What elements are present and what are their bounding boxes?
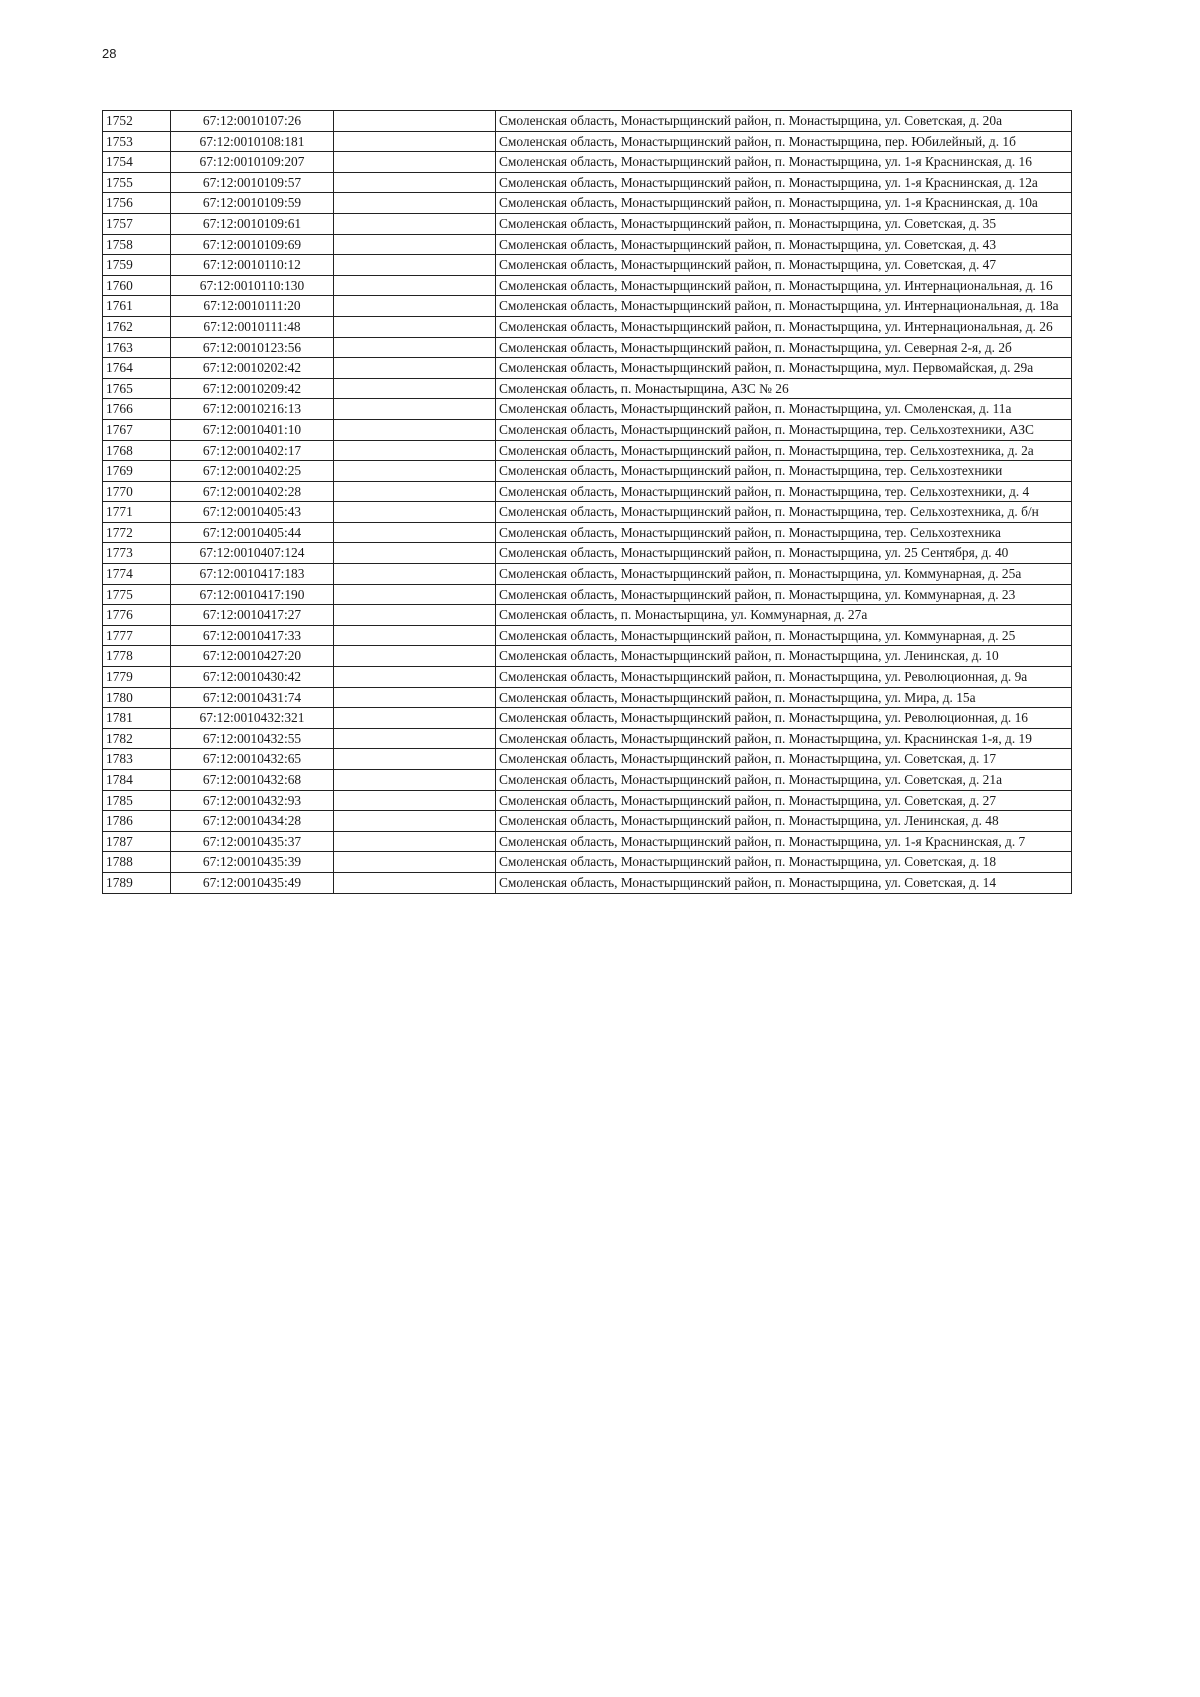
row-number-cell: 1752 bbox=[103, 111, 171, 132]
row-number-cell: 1784 bbox=[103, 770, 171, 791]
row-number-cell: 1754 bbox=[103, 152, 171, 173]
address-cell: Смоленская область, Монастырщинский район, п. Монастырщина, ул. Краснинская 1-я, д. 19 bbox=[496, 728, 1072, 749]
table-row bbox=[103, 461, 1072, 482]
row-number-cell: 1770 bbox=[103, 481, 171, 502]
table-row bbox=[103, 728, 1072, 749]
cadastral-number-cell: 67:12:0010108:181 bbox=[171, 131, 334, 152]
empty-cell bbox=[334, 419, 496, 440]
address-cell: Смоленская область, Монастырщинский район, п. Монастырщина, мул. Первомайская, д. 29а bbox=[496, 358, 1072, 379]
cadastral-number-cell: 67:12:0010435:39 bbox=[171, 852, 334, 873]
empty-cell bbox=[334, 749, 496, 770]
table-row bbox=[103, 419, 1072, 440]
cadastral-number-cell: 67:12:0010401:10 bbox=[171, 419, 334, 440]
address-cell: Смоленская область, Монастырщинский район, п. Монастырщина, ул. Интернациональная, д. 16 bbox=[496, 275, 1072, 296]
cadastral-number-cell: 67:12:0010407:124 bbox=[171, 543, 334, 564]
address-cell: Смоленская область, Монастырщинский район, п. Монастырщина, ул. Ленинская, д. 10 bbox=[496, 646, 1072, 667]
address-cell: Смоленская область, Монастырщинский район, п. Монастырщина, ул. Коммунарная, д. 25а bbox=[496, 564, 1072, 585]
empty-cell bbox=[334, 728, 496, 749]
cadastral-number-cell: 67:12:0010111:48 bbox=[171, 316, 334, 337]
cadastral-number-cell: 67:12:0010427:20 bbox=[171, 646, 334, 667]
table-row bbox=[103, 111, 1072, 132]
empty-cell bbox=[334, 708, 496, 729]
property-registry-table bbox=[102, 110, 1072, 894]
address-cell: Смоленская область, Монастырщинский район, п. Монастырщина, пер. Юбилейный, д. 1б bbox=[496, 131, 1072, 152]
empty-cell bbox=[334, 172, 496, 193]
address-cell: Смоленская область, Монастырщинский район, п. Монастырщина, ул. Ленинская, д. 48 bbox=[496, 811, 1072, 832]
empty-cell bbox=[334, 872, 496, 893]
table-row bbox=[103, 667, 1072, 688]
page-number: 28 bbox=[102, 46, 117, 61]
row-number-cell: 1769 bbox=[103, 461, 171, 482]
address-cell: Смоленская область, Монастырщинский район, п. Монастырщина, ул. Интернациональная, д. 26 bbox=[496, 316, 1072, 337]
table-row bbox=[103, 502, 1072, 523]
empty-cell bbox=[334, 378, 496, 399]
table-row bbox=[103, 399, 1072, 420]
empty-cell bbox=[334, 625, 496, 646]
address-cell: Смоленская область, Монастырщинский район, п. Монастырщина, ул. Советская, д. 21а bbox=[496, 770, 1072, 791]
address-cell: Смоленская область, Монастырщинский район, п. Монастырщина, ул. Коммунарная, д. 23 bbox=[496, 584, 1072, 605]
row-number-cell: 1775 bbox=[103, 584, 171, 605]
empty-cell bbox=[334, 584, 496, 605]
empty-cell bbox=[334, 234, 496, 255]
cadastral-number-cell: 67:12:0010417:190 bbox=[171, 584, 334, 605]
empty-cell bbox=[334, 564, 496, 585]
table-row bbox=[103, 605, 1072, 626]
row-number-cell: 1772 bbox=[103, 522, 171, 543]
address-cell: Смоленская область, Монастырщинский район, п. Монастырщина, ул. Советская, д. 20а bbox=[496, 111, 1072, 132]
table-row bbox=[103, 811, 1072, 832]
address-cell: Смоленская область, Монастырщинский район, п. Монастырщина, ул. Революционная, д. 16 bbox=[496, 708, 1072, 729]
empty-cell bbox=[334, 111, 496, 132]
row-number-cell: 1777 bbox=[103, 625, 171, 646]
row-number-cell: 1789 bbox=[103, 872, 171, 893]
cadastral-number-cell: 67:12:0010417:27 bbox=[171, 605, 334, 626]
empty-cell bbox=[334, 399, 496, 420]
cadastral-number-cell: 67:12:0010402:17 bbox=[171, 440, 334, 461]
address-cell: Смоленская область, Монастырщинский район, п. Монастырщина, ул. 1-я Краснинская, д. 7 bbox=[496, 831, 1072, 852]
cadastral-number-cell: 67:12:0010432:65 bbox=[171, 749, 334, 770]
cadastral-number-cell: 67:12:0010107:26 bbox=[171, 111, 334, 132]
empty-cell bbox=[334, 605, 496, 626]
table-row bbox=[103, 337, 1072, 358]
table-row bbox=[103, 193, 1072, 214]
cadastral-number-cell: 67:12:0010209:42 bbox=[171, 378, 334, 399]
cadastral-number-cell: 67:12:0010216:13 bbox=[171, 399, 334, 420]
table-row bbox=[103, 378, 1072, 399]
empty-cell bbox=[334, 461, 496, 482]
address-cell: Смоленская область, Монастырщинский район, п. Монастырщина, тер. Сельхозтехника, д. 2а bbox=[496, 440, 1072, 461]
cadastral-number-cell: 67:12:0010431:74 bbox=[171, 687, 334, 708]
row-number-cell: 1767 bbox=[103, 419, 171, 440]
row-number-cell: 1774 bbox=[103, 564, 171, 585]
cadastral-number-cell: 67:12:0010434:28 bbox=[171, 811, 334, 832]
address-cell: Смоленская область, Монастырщинский район, п. Монастырщина, ул. Советская, д. 35 bbox=[496, 213, 1072, 234]
empty-cell bbox=[334, 296, 496, 317]
cadastral-number-cell: 67:12:0010432:321 bbox=[171, 708, 334, 729]
row-number-cell: 1765 bbox=[103, 378, 171, 399]
address-cell: Смоленская область, Монастырщинский район, п. Монастырщина, ул. Мира, д. 15а bbox=[496, 687, 1072, 708]
address-cell: Смоленская область, Монастырщинский район, п. Монастырщина, ул. Интернациональная, д. 18а bbox=[496, 296, 1072, 317]
row-number-cell: 1787 bbox=[103, 831, 171, 852]
table-row bbox=[103, 646, 1072, 667]
row-number-cell: 1786 bbox=[103, 811, 171, 832]
row-number-cell: 1768 bbox=[103, 440, 171, 461]
empty-cell bbox=[334, 152, 496, 173]
cadastral-number-cell: 67:12:0010435:37 bbox=[171, 831, 334, 852]
cadastral-number-cell: 67:12:0010111:20 bbox=[171, 296, 334, 317]
address-cell: Смоленская область, Монастырщинский район, п. Монастырщина, ул. Коммунарная, д. 25 bbox=[496, 625, 1072, 646]
table-row bbox=[103, 275, 1072, 296]
address-cell: Смоленская область, Монастырщинский район, п. Монастырщина, ул. Северная 2-я, д. 2б bbox=[496, 337, 1072, 358]
row-number-cell: 1788 bbox=[103, 852, 171, 873]
address-cell: Смоленская область, Монастырщинский район, п. Монастырщина, тер. Сельхозтехника, д. б/н bbox=[496, 502, 1072, 523]
empty-cell bbox=[334, 213, 496, 234]
row-number-cell: 1771 bbox=[103, 502, 171, 523]
empty-cell bbox=[334, 502, 496, 523]
empty-cell bbox=[334, 543, 496, 564]
cadastral-number-cell: 67:12:0010402:28 bbox=[171, 481, 334, 502]
row-number-cell: 1761 bbox=[103, 296, 171, 317]
address-cell: Смоленская область, Монастырщинский район, п. Монастырщина, ул. 25 Сентября, д. 40 bbox=[496, 543, 1072, 564]
row-number-cell: 1759 bbox=[103, 255, 171, 276]
cadastral-number-cell: 67:12:0010402:25 bbox=[171, 461, 334, 482]
address-cell: Смоленская область, Монастырщинский район, п. Монастырщина, тер. Сельхозтехника bbox=[496, 522, 1072, 543]
row-number-cell: 1757 bbox=[103, 213, 171, 234]
empty-cell bbox=[334, 358, 496, 379]
cadastral-number-cell: 67:12:0010417:183 bbox=[171, 564, 334, 585]
empty-cell bbox=[334, 852, 496, 873]
cadastral-number-cell: 67:12:0010109:69 bbox=[171, 234, 334, 255]
table-row bbox=[103, 749, 1072, 770]
row-number-cell: 1782 bbox=[103, 728, 171, 749]
cadastral-number-cell: 67:12:0010432:93 bbox=[171, 790, 334, 811]
row-number-cell: 1778 bbox=[103, 646, 171, 667]
table-row bbox=[103, 152, 1072, 173]
empty-cell bbox=[334, 646, 496, 667]
address-cell: Смоленская область, Монастырщинский район, п. Монастырщина, ул. Революционная, д. 9а bbox=[496, 667, 1072, 688]
row-number-cell: 1780 bbox=[103, 687, 171, 708]
table-row bbox=[103, 296, 1072, 317]
table-row bbox=[103, 316, 1072, 337]
table-row bbox=[103, 131, 1072, 152]
table-row bbox=[103, 358, 1072, 379]
table-row bbox=[103, 564, 1072, 585]
cadastral-number-cell: 67:12:0010417:33 bbox=[171, 625, 334, 646]
empty-cell bbox=[334, 770, 496, 791]
table-row bbox=[103, 584, 1072, 605]
address-cell: Смоленская область, Монастырщинский район, п. Монастырщина, ул. 1-я Краснинская, д. 16 bbox=[496, 152, 1072, 173]
row-number-cell: 1783 bbox=[103, 749, 171, 770]
row-number-cell: 1766 bbox=[103, 399, 171, 420]
table-row bbox=[103, 687, 1072, 708]
registry-table-body bbox=[103, 111, 1072, 894]
row-number-cell: 1760 bbox=[103, 275, 171, 296]
table-row bbox=[103, 708, 1072, 729]
cadastral-number-cell: 67:12:0010110:12 bbox=[171, 255, 334, 276]
table-row bbox=[103, 770, 1072, 791]
address-cell: Смоленская область, Монастырщинский район, п. Монастырщина, ул. Советская, д. 17 bbox=[496, 749, 1072, 770]
empty-cell bbox=[334, 131, 496, 152]
address-cell: Смоленская область, Монастырщинский район, п. Монастырщина, ул. 1-я Краснинская, д. 10а bbox=[496, 193, 1072, 214]
table-row bbox=[103, 522, 1072, 543]
table-row bbox=[103, 852, 1072, 873]
cadastral-number-cell: 67:12:0010432:68 bbox=[171, 770, 334, 791]
cadastral-number-cell: 67:12:0010109:61 bbox=[171, 213, 334, 234]
row-number-cell: 1776 bbox=[103, 605, 171, 626]
row-number-cell: 1785 bbox=[103, 790, 171, 811]
address-cell: Смоленская область, Монастырщинский район, п. Монастырщина, ул. Советская, д. 18 bbox=[496, 852, 1072, 873]
empty-cell bbox=[334, 316, 496, 337]
empty-cell bbox=[334, 831, 496, 852]
cadastral-number-cell: 67:12:0010110:130 bbox=[171, 275, 334, 296]
address-cell: Смоленская область, Монастырщинский район, п. Монастырщина, тер. Сельхозтехники, АЗС bbox=[496, 419, 1072, 440]
empty-cell bbox=[334, 255, 496, 276]
cadastral-number-cell: 67:12:0010109:57 bbox=[171, 172, 334, 193]
cadastral-number-cell: 67:12:0010202:42 bbox=[171, 358, 334, 379]
row-number-cell: 1763 bbox=[103, 337, 171, 358]
address-cell: Смоленская область, Монастырщинский район, п. Монастырщина, тер. Сельхозтехники, д. 4 bbox=[496, 481, 1072, 502]
cadastral-number-cell: 67:12:0010435:49 bbox=[171, 872, 334, 893]
address-cell: Смоленская область, п. Монастырщина, АЗС № 26 bbox=[496, 378, 1072, 399]
row-number-cell: 1779 bbox=[103, 667, 171, 688]
address-cell: Смоленская область, Монастырщинский район, п. Монастырщина, ул. Смоленская, д. 11а bbox=[496, 399, 1072, 420]
table-row bbox=[103, 790, 1072, 811]
table-row bbox=[103, 172, 1072, 193]
row-number-cell: 1773 bbox=[103, 543, 171, 564]
cadastral-number-cell: 67:12:0010430:42 bbox=[171, 667, 334, 688]
address-cell: Смоленская область, Монастырщинский район, п. Монастырщина, ул. Советская, д. 47 bbox=[496, 255, 1072, 276]
address-cell: Смоленская область, Монастырщинский район, п. Монастырщина, тер. Сельхозтехники bbox=[496, 461, 1072, 482]
address-cell: Смоленская область, Монастырщинский район, п. Монастырщина, ул. Советская, д. 27 bbox=[496, 790, 1072, 811]
table-row bbox=[103, 543, 1072, 564]
row-number-cell: 1753 bbox=[103, 131, 171, 152]
cadastral-number-cell: 67:12:0010109:207 bbox=[171, 152, 334, 173]
table-row bbox=[103, 481, 1072, 502]
table-row bbox=[103, 831, 1072, 852]
address-cell: Смоленская область, Монастырщинский район, п. Монастырщина, ул. Советская, д. 14 bbox=[496, 872, 1072, 893]
cadastral-number-cell: 67:12:0010432:55 bbox=[171, 728, 334, 749]
cadastral-number-cell: 67:12:0010405:43 bbox=[171, 502, 334, 523]
empty-cell bbox=[334, 481, 496, 502]
cadastral-number-cell: 67:12:0010405:44 bbox=[171, 522, 334, 543]
empty-cell bbox=[334, 790, 496, 811]
address-cell: Смоленская область, п. Монастырщина, ул. Коммунарная, д. 27а bbox=[496, 605, 1072, 626]
cadastral-number-cell: 67:12:0010123:56 bbox=[171, 337, 334, 358]
row-number-cell: 1781 bbox=[103, 708, 171, 729]
empty-cell bbox=[334, 687, 496, 708]
empty-cell bbox=[334, 193, 496, 214]
table-row bbox=[103, 872, 1072, 893]
empty-cell bbox=[334, 337, 496, 358]
empty-cell bbox=[334, 667, 496, 688]
table-row bbox=[103, 255, 1072, 276]
address-cell: Смоленская область, Монастырщинский район, п. Монастырщина, ул. 1-я Краснинская, д. 12а bbox=[496, 172, 1072, 193]
table-row bbox=[103, 213, 1072, 234]
row-number-cell: 1764 bbox=[103, 358, 171, 379]
empty-cell bbox=[334, 440, 496, 461]
empty-cell bbox=[334, 275, 496, 296]
table-row bbox=[103, 625, 1072, 646]
row-number-cell: 1755 bbox=[103, 172, 171, 193]
empty-cell bbox=[334, 522, 496, 543]
cadastral-number-cell: 67:12:0010109:59 bbox=[171, 193, 334, 214]
row-number-cell: 1758 bbox=[103, 234, 171, 255]
empty-cell bbox=[334, 811, 496, 832]
table-row bbox=[103, 440, 1072, 461]
table-row bbox=[103, 234, 1072, 255]
address-cell: Смоленская область, Монастырщинский район, п. Монастырщина, ул. Советская, д. 43 bbox=[496, 234, 1072, 255]
row-number-cell: 1756 bbox=[103, 193, 171, 214]
row-number-cell: 1762 bbox=[103, 316, 171, 337]
